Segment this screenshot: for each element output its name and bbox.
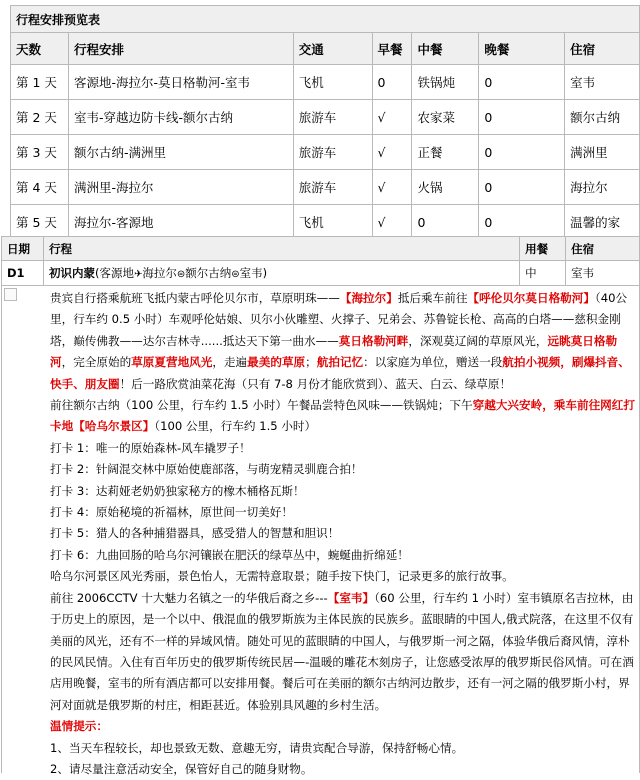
route-destination: 室韦) [239, 266, 268, 280]
text-run: 抵后乘车前往 [397, 291, 468, 305]
header-cell: 住宿 [566, 237, 640, 261]
text-run: ：以家庭为单位，赠送一段 [363, 355, 503, 370]
dinner-cell: 0 [479, 135, 565, 170]
meal-cell: 中 [520, 261, 566, 286]
route-origin: (客源地 [94, 266, 134, 280]
breakfast-cell: 0 [372, 65, 412, 100]
highlight-text: 穿越大兴安岭，乘车前往网红打卡地【哈乌尔景区】 [50, 398, 635, 434]
highlight-text: 莫日格勒河畔 [338, 333, 409, 348]
summary-header-row [11, 33, 640, 65]
text-run: （100 公里，行车约 1.5 小时） [154, 419, 317, 434]
dinner-cell: 0 [479, 100, 565, 135]
table-row [11, 205, 640, 240]
dinner-cell: 0 [479, 205, 565, 240]
day-cell: 第 4 天 [11, 170, 69, 205]
route-cell: 海拉尔-客源地 [68, 205, 293, 240]
day-description [1, 285, 640, 776]
header-cell: 晚餐 [479, 33, 565, 65]
table-row [11, 170, 640, 205]
header-cell: 早餐 [372, 33, 412, 65]
lodging-cell: 额尔古纳 [565, 100, 640, 135]
route-description [43, 261, 519, 286]
lunch-cell: 铁锅炖 [412, 65, 479, 100]
text-run: （60 公里，行车约 1 小时）室韦镇原名吉拉林，由于历史上的原因，是一个以中、俄混血的俄罗斯族为主体民族的民族乡。蓝眼睛的中国人,俄式院落，在这里不仅有美丽的风光，还有不一样的异域风情。随处可见的蓝眼睛的中国人，与俄罗斯一河之隔，体验华俄后裔风情，淳朴的民风民情。入住有百年历史的俄罗斯传统民居—-温暖的雕花木刻房子，让您感受浓厚的俄罗斯民俗风情。可在酒店用晚餐，室韦的所有酒店都可以安排用餐。餐后可在美丽的额尔古纳河边散步，还有一河之隔的俄罗斯小村，界河对面就是俄罗斯的村庄，相距甚近。体验别具风趣的乡村生活。 [50, 590, 634, 712]
lunch-cell: 农家菜 [412, 100, 479, 135]
detail-row-d1 [2, 261, 640, 286]
table-row [11, 135, 640, 170]
image-placeholder [4, 288, 17, 301]
text-run: 贵宾自行搭乘航班飞抵内蒙古呼伦贝尔市，草原明珠—— [50, 291, 340, 305]
summary-title-row [11, 6, 640, 33]
description-text [50, 288, 635, 780]
text-run: ； [305, 355, 317, 370]
detail-header-row [2, 237, 640, 261]
text-run: ，深观莫辽阔的草原风光， [408, 333, 548, 348]
tip-item: 1、当天车程较长，却也景致无数、意趣无穷，请贵宾配合导游，保持舒畅心情。 [50, 740, 464, 755]
highlight-text: 远眺莫日格勒河 [50, 333, 618, 370]
checkin-item: 打卡 1：唯一的原始森林-风车撬罗子！ [50, 440, 251, 455]
summary-title: 行程安排预览表 [11, 6, 640, 33]
route-cell: 客源地-海拉尔-莫日格勒河-室韦 [68, 65, 293, 100]
lunch-cell: 正餐 [412, 135, 479, 170]
dinner-cell: 0 [479, 170, 565, 205]
transport-cell: 飞机 [293, 65, 372, 100]
header-cell: 用餐 [520, 237, 566, 261]
paragraph: 哈乌尔河景区风光秀丽，景色怡人，无需特意取景；随手按下快门，记录更多的旅行故事。 [50, 569, 514, 584]
lodging-cell: 温馨的家 [565, 205, 640, 240]
breakfast-cell: √ [372, 100, 412, 135]
highlight-text: 草原夏营地风光 [131, 355, 213, 370]
breakfast-cell: √ [372, 135, 412, 170]
header-cell: 行程安排 [68, 33, 293, 65]
transport-cell: 旅游车 [293, 170, 372, 205]
text-run: ，完全原始的 [61, 355, 132, 370]
paragraph [50, 288, 635, 395]
day-cell: 第 1 天 [11, 65, 69, 100]
checkin-item: 打卡 6：九曲回肠的哈乌尔河镶嵌在肥沃的绿草丛中，蜿蜒曲折绵延！ [50, 547, 409, 562]
bus-icon: ⊜ [231, 269, 240, 280]
table-row [11, 65, 640, 100]
breakfast-cell: √ [372, 170, 412, 205]
header-cell: 住宿 [565, 33, 640, 65]
paragraph [50, 395, 635, 438]
breakfast-cell: √ [372, 205, 412, 240]
text-run: ，走遍 [212, 355, 248, 370]
highlight-text: 【海拉尔】 [339, 291, 398, 305]
tip-item: 2、请尽量注意活动安全，保管好自己的随身财物。 [50, 761, 313, 776]
header-cell: 交通 [293, 33, 372, 65]
transport-cell: 旅游车 [293, 135, 372, 170]
highlight-text: 航拍记忆 [316, 355, 364, 370]
header-cell: 中餐 [412, 33, 479, 65]
lodging-cell: 室韦 [565, 65, 640, 100]
text-run: 前往额尔古纳（100 公里，行车约 1.5 小时）午餐品尝特色风味——铁锅炖；下午 [50, 398, 473, 413]
transport-cell: 旅游车 [293, 100, 372, 135]
highlight-text: 【呼伦贝尔莫日格勒河】 [467, 291, 595, 305]
day-detail-table [1, 236, 640, 286]
day-code: D1 [2, 261, 44, 286]
text-run: ！后一路欣赏油菜花海（只有 7-8 月份才能欣赏到）、蓝天、白云、绿草原！ [119, 376, 512, 391]
route-stop: 海拉尔 [142, 266, 177, 280]
dinner-cell: 0 [479, 65, 565, 100]
lodging-cell: 海拉尔 [565, 170, 640, 205]
route-title: 初识内蒙 [48, 266, 95, 280]
bus-icon: ⊜ [176, 269, 186, 280]
checkin-item: 打卡 5：猎人的各种捕猎器具，感受猎人的智慧和胆识！ [50, 526, 340, 541]
checkin-item: 打卡 4：原始秘境的祈福林，原世间一切美好！ [50, 505, 293, 520]
header-cell: 天数 [11, 33, 69, 65]
table-row [11, 100, 640, 135]
day-cell: 第 3 天 [11, 135, 69, 170]
route-cell: 额尔古纳-满洲里 [68, 135, 293, 170]
summary-table [10, 5, 640, 240]
route-cell: 室韦-穿越边防卡线-额尔古纳 [68, 100, 293, 135]
lunch-cell: 0 [412, 205, 479, 240]
highlight-text: 最美的草原 [247, 355, 306, 370]
highlight-text: 航拍小视频，刷爆抖音、快手、朋友圈 [50, 355, 630, 391]
checkin-item: 打卡 3：达莉娅老奶奶独家秘方的橡木桶格瓦斯！ [50, 483, 305, 498]
checkin-item: 打卡 2：针阔混交林中原始使鹿部落，与萌宠精灵驯鹿合拍！ [50, 462, 363, 477]
day-cell: 第 5 天 [11, 205, 69, 240]
header-cell: 日期 [2, 237, 44, 261]
transport-cell: 飞机 [293, 205, 372, 240]
paragraph [50, 588, 635, 716]
text-run: （40公里，行车约 0.5 小时）车观呼伦姑娘、贝尔小伙雕塑、火撑子、兄弟会、苏鲁锭长枪、高高的白塔——慈积金刚塔，巅传佛教——达尔吉林寺......抵达天下第一曲水—— [50, 291, 628, 348]
lodging-cell: 满洲里 [565, 135, 640, 170]
day-cell: 第 2 天 [11, 100, 69, 135]
route-cell: 满洲里-海拉尔 [68, 170, 293, 205]
lunch-cell: 火锅 [412, 170, 479, 205]
plane-icon: ✈ [133, 269, 143, 280]
hotel-cell: 室韦 [566, 261, 640, 286]
header-cell: 行程 [43, 237, 519, 261]
tips-title: 温情提示： [50, 719, 108, 734]
highlight-text: 【室韦】 [327, 590, 375, 605]
text-run: 前往 2006CCTV 十大魅力名镇之一的华俄后裔之乡--- [50, 590, 328, 605]
route-stop: 额尔古纳 [185, 266, 232, 280]
